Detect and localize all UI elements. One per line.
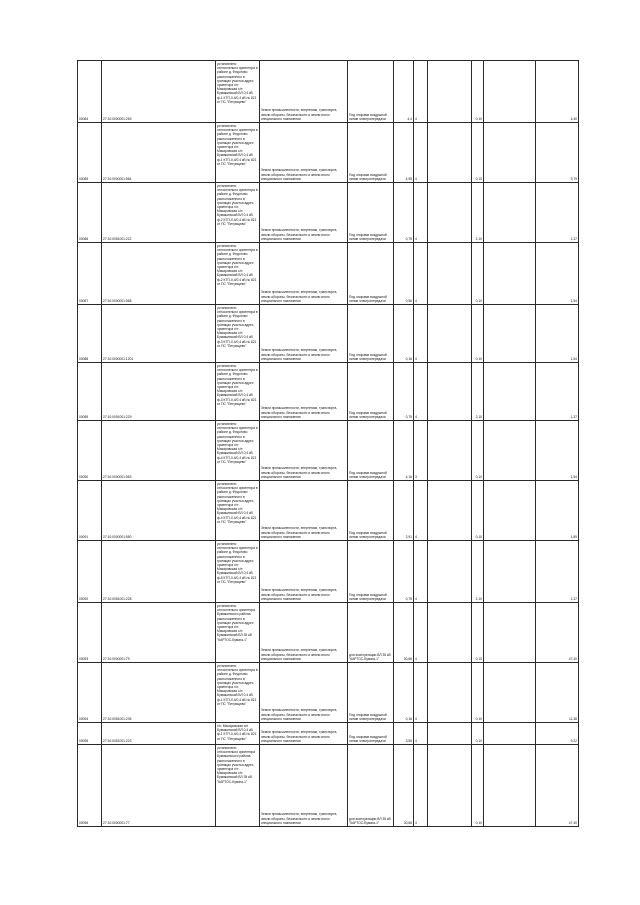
value-cell: 47,40 [536,603,579,663]
area-cell: 0,75 [394,541,414,603]
location-description-cell: установлено относительно ориентира в районе д. Федотово расположенного в границах участка адрес ориентира г/п: Макаровская с/п Бумажинский ВЛ 0,4 кВ ф-4 КТП-0,4/0,4 кВ № 821 от ПС "Петрищево" [216,421,260,481]
empty-cell [428,305,472,363]
area-cell: 0,56 [394,243,414,305]
permitted-use-cell: Под опорами воздушной линии электропередачи [348,61,394,123]
value-cell: 1,54 [536,305,579,363]
cadastral-number-cell: 27:10:0051001:229 [102,363,216,421]
rate-cell: 0,10 [472,745,484,827]
row-id-cell: 00087 [78,243,102,305]
empty-cell [484,61,536,123]
value-cell: 1,54 [536,243,579,305]
location-description-cell: установлено относительно ориентира в районе д. Федотово расположенного в границах участка адрес ориентира г/п: Макаровская с/п Бумажинский ВЛ 0,4 кВ ф-3 КТП-0,4/0,4 кВ № 821 от ПС "Петрищево" [216,363,260,421]
row-id-cell: 00091 [78,481,102,541]
table-row [78,745,579,827]
empty-cell [484,723,536,745]
area-cell: 30,66 [394,603,414,663]
location-description-cell: установлено относительно ориентира Бумажинского района расположенного в границах участка адрес ориентира г/п: Макаровская с/п Бумажинский ВЛ 35 кВ "КАРТОС-Бумага-1" [216,745,260,827]
permitted-use-cell: Под опорами воздушной линии электропередачи [348,541,394,603]
permitted-use-cell: Под опорами воздушной линии электропередачи [348,663,394,723]
empty-cell [428,481,472,541]
location-description-cell: установлено относительно ориентира в районе д. Федотово расположенного в границах участка адрес ориентира г/п: Макаровская с/п Бумажинский ВЛ 0,4 кВ ф-3 КТП-0,4/0,4 кВ № 821 от ПС "Петрищево" [216,305,260,363]
area-cell: 4,95 [394,123,414,183]
area-cell: 30,66 [394,745,414,827]
cadastral-number-cell: 27:10:0000001:568 [102,243,216,305]
land-category-cell: Земли промышленности, энергетики, транспорта, земли обороны, безопасности и земли иного специального назначения [260,183,348,243]
empty-cell [428,183,472,243]
cadastral-number-cell: 27:10:0000001:564 [102,123,216,183]
land-category-cell: Земли промышленности, энергетики, транспорта, земли обороны, безопасности и земли иного специального назначения [260,305,348,363]
table-row [78,663,579,723]
row-id-cell: 00090 [78,421,102,481]
area-cell: 4,4 [394,61,414,123]
count-cell: 3 [414,421,428,481]
empty-cell [484,663,536,723]
rate-cell: 0,10 [472,663,484,723]
value-cell: 1,37 [536,363,579,421]
land-category-cell: Земли промышленности, энергетики, транспорта, земли обороны, безопасности и земли иного специального назначения [260,541,348,603]
value-cell: 1,37 [536,183,579,243]
row-id-cell: 00086 [78,183,102,243]
permitted-use-cell: Под опорами воздушной линии электропередачи [348,243,394,305]
empty-cell [484,481,536,541]
land-category-cell: Земли промышленности, энергетики, транспорта, земли обороны, безопасности и земли иного специального назначения [260,603,348,663]
location-description-cell: установлено относительно ориентира в районе д. Федотово расположенного в границах участка адрес ориентира г/п: Макаровская с/п Бумажинский ВЛ 0,4 кВ ф-1 КТП-0,4/0,4 кВ № 821 от ПС "Петрищево" [216,123,260,183]
empty-cell [428,603,472,663]
empty-cell [428,663,472,723]
cadastral-number-cell: 27:10:0000001:77 [102,745,216,827]
table-body [78,61,579,827]
empty-cell [484,363,536,421]
land-category-cell: Земли промышленности, энергетики, транспорта, земли обороны, безопасности и земли иного специального назначения [260,723,348,745]
area-cell: 0,16 [394,305,414,363]
count-cell: 4 [414,363,428,421]
table-row [78,123,579,183]
empty-cell [428,363,472,421]
value-cell: 1,54 [536,421,579,481]
empty-cell [428,243,472,305]
cadastral-number-cell: 27:10:0000001:550 [102,481,216,541]
row-id-cell: 00095 [78,723,102,745]
row-id-cell: 00092 [78,541,102,603]
empty-cell [484,745,536,827]
permitted-use-cell: для эксплуатации ВЛ 35 кВ "КАРТОС-Бумага-1" [348,745,394,827]
permitted-use-cell: Под опорами воздушной линии электропередачи [348,183,394,243]
empty-cell [484,183,536,243]
rate-cell: 0,10 [472,61,484,123]
cadastral-number-cell: 27:10:0000001:1201 [102,305,216,363]
value-cell: 47,40 [536,745,579,827]
value-cell: 4,40 [536,61,579,123]
count-cell: 4 [414,183,428,243]
cadastral-number-cell: 27:10:0051001:235 [102,663,216,723]
count-cell: 4 [414,305,428,363]
table-row [78,723,579,745]
location-description-cell: установлено относительно ориентира в районе д. Федотово расположенного в границах участка адрес ориентира г/п: Макаровская с/п Бумажинский ВЛ 0,4 кВ ф-1 КТП-0,4/0,4 кВ № 821 от ПС "Петрищево" [216,61,260,123]
land-plot-table [77,60,579,827]
table-row [78,481,579,541]
row-id-cell: 00084 [78,61,102,123]
permitted-use-cell: Под опорами воздушной линии электропередачи [348,305,394,363]
count-cell: 4 [414,123,428,183]
table-row [78,603,579,663]
cadastral-number-cell: 27:10:0000001:263 [102,61,216,123]
value-cell: 1,37 [536,541,579,603]
value-cell: 9,22 [536,723,579,745]
cadastral-number-cell: 27:10:0051001:222 [102,183,216,243]
rate-cell: 0,10 [472,243,484,305]
empty-cell [484,541,536,603]
table-row [78,541,579,603]
location-description-cell: установлено относительно ориентира в районе д. Федотово расположенного в границах участка адрес ориентира г/п: Макаровская с/п Бумажинский ВЛ 0,4 кВ ф-2 КТП-0,4/0,4 кВ № 821 от ПС "Петрищево" [216,183,260,243]
empty-cell [484,243,536,305]
count-cell: 4 [414,663,428,723]
empty-cell [484,123,536,183]
table-row [78,61,579,123]
row-id-cell: 00085 [78,123,102,183]
row-id-cell: 00096 [78,745,102,827]
area-cell: 0,75 [394,183,414,243]
rate-cell: 2,10 [472,183,484,243]
rate-cell: 0,10 [472,305,484,363]
location-description-cell: установлено относительно ориентира Бумажинского района расположенного в границах участка адрес ориентира г/п: Макаровская с/п Бумажинский ВЛ 35 кВ "КАРТОС-Бумага-1" [216,603,260,663]
row-id-cell: 00089 [78,363,102,421]
location-description-cell: г/п: Макаровская с/п Бумажинский ВЛ 0,4 кВ ф-1 КТП-0,4/0,4 кВ № 821 от ПС "Петрищево" [216,723,260,745]
rate-cell: 2,10 [472,541,484,603]
value-cell: 1,89 [536,481,579,541]
empty-cell [484,603,536,663]
land-category-cell: Земли промышленности, энергетики, транспорта, земли обороны, безопасности и земли иного специального назначения [260,481,348,541]
empty-cell [428,61,472,123]
empty-cell [428,421,472,481]
land-category-cell: Земли промышленности, энергетики, транспорта, земли обороны, безопасности и земли иного специального назначения [260,243,348,305]
value-cell: 11,38 [536,663,579,723]
area-cell: 2,91 [394,481,414,541]
empty-cell [428,745,472,827]
location-description-cell: установлено относительно ориентира в районе д. Федотово расположенного в границах участка адрес ориентира г/п: Макаровская с/п Бумажинский ВЛ 0,4 кВ ф-1 КТП-0,4/0,4 кВ № 821 от ПС "Петрищево" [216,663,260,723]
land-category-cell: Земли промышленности, энергетики, транспорта, земли обороны, безопасности и земли иного специального назначения [260,745,348,827]
row-id-cell: 00088 [78,305,102,363]
land-category-cell: Земли промышленности, энергетики, транспорта, земли обороны, безопасности и земли иного специального назначения [260,363,348,421]
land-category-cell: Земли промышленности, энергетики, транспорта, земли обороны, безопасности и земли иного специального назначения [260,123,348,183]
row-id-cell: 00093 [78,603,102,663]
land-category-cell: Земли промышленности, энергетики, транспорта, земли обороны, безопасности и земли иного специального назначения [260,61,348,123]
empty-cell [484,421,536,481]
permitted-use-cell: Под опорами воздушной линии электропередачи [348,723,394,745]
location-description-cell: установлено относительно ориентира в районе д. Федотово расположенного в границах участка адрес ориентира г/п: Макаровская с/п Бумажинский ВЛ 0,4 кВ ф-5 КТП-0,4/0,4 кВ № 821 от ПС "Петрищево" [216,541,260,603]
value-cell: 9,79 [536,123,579,183]
rate-cell: 0,10 [472,421,484,481]
permitted-use-cell: Под опорами воздушной линии электропередачи [348,481,394,541]
permitted-use-cell: Под опорами воздушной линии электропередачи [348,421,394,481]
table-row [78,421,579,481]
cadastral-number-cell: 27:10:0000001:563 [102,421,216,481]
area-cell: 0,16 [394,663,414,723]
permitted-use-cell: Под опорами воздушной линии электропередачи [348,123,394,183]
cadastral-number-cell: 27:10:0051001:228 [102,541,216,603]
table-row [78,183,579,243]
permitted-use-cell: для эксплуатации ВЛ 35 кВ "КАРТОС-Бумага-1" [348,603,394,663]
rate-cell: 2,10 [472,363,484,421]
empty-cell [428,123,472,183]
count-cell: 4 [414,541,428,603]
row-id-cell: 00094 [78,663,102,723]
empty-cell [428,723,472,745]
cadastral-number-cell: 27:10:0051001:223 [102,723,216,745]
rate-cell: 0,10 [472,123,484,183]
table-row [78,363,579,421]
land-category-cell: Земли промышленности, энергетики, транспорта, земли обороны, безопасности и земли иного специального назначения [260,663,348,723]
rate-cell: 0,10 [472,603,484,663]
rate-cell: 0,10 [472,481,484,541]
table-row [78,243,579,305]
count-cell: 4 [414,603,428,663]
table-row [78,305,579,363]
cadastral-number-cell: 27:10:0000001:79 [102,603,216,663]
location-description-cell: установлено относительно ориентира в районе д. Федотово расположенного в границах участка адрес ориентира г/п: Макаровская с/п Бумажинский ВЛ 0,4 кВ ф-2 КТП-0,4/0,4 кВ № 821 от ПС "Петрищево" [216,243,260,305]
empty-cell [428,541,472,603]
area-cell: 0,75 [394,363,414,421]
empty-cell [484,305,536,363]
count-cell: 4 [414,745,428,827]
count-cell: 4 [414,61,428,123]
area-cell: 4,16 [394,421,414,481]
count-cell: 4 [414,243,428,305]
land-category-cell: Земли промышленности, энергетики, транспорта, земли обороны, безопасности и земли иного специального назначения [260,421,348,481]
count-cell: 4 [414,481,428,541]
permitted-use-cell: Под опорами воздушной линии электропередачи [348,363,394,421]
area-cell: 3,55 [394,723,414,745]
rate-cell: 0,10 [472,723,484,745]
count-cell: 4 [414,723,428,745]
location-description-cell: установлено относительно ориентира в районе д. Федотово расположенного в границах участка адрес ориентира г/п: Макаровская с/п Бумажинский ВЛ 0,4 кВ ф-4 КТП-0,4/0,4 кВ № 821 от ПС "Петрищево" [216,481,260,541]
